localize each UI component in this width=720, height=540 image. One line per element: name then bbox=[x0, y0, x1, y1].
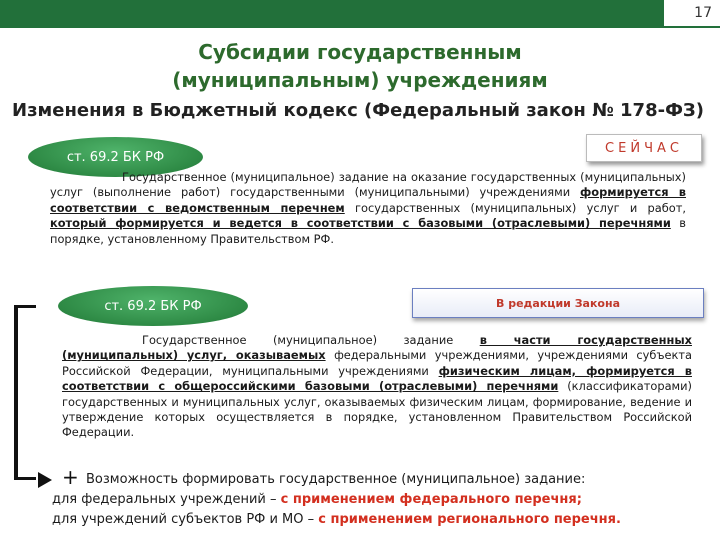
header-bar bbox=[0, 0, 720, 28]
conclusion-line-2 bbox=[52, 491, 582, 509]
plus-icon: + bbox=[62, 465, 79, 489]
paragraph-now-text-d: который формируется и ведется в соответствии с базовыми (отраслевыми) перечнями bbox=[50, 216, 671, 231]
paragraph-new-text-e: (классификаторами) государственных и муниципальных услуг, оказываемых физическим лицам, формирование, ведение и утверждение которых осуществляется в порядке, установленном Правительством Российской Федерации. bbox=[62, 379, 693, 440]
paragraph-new bbox=[62, 333, 692, 441]
status-badge-now: СЕЙЧАС bbox=[586, 134, 702, 162]
paragraph-now-text-b: формируется в соответствии с ведомственным перечнем bbox=[50, 185, 686, 215]
paragraph-now-text-e: в порядке, установленному Правительством РФ. bbox=[50, 216, 686, 246]
paragraph-new-text-d: физическим лицам, формируется в соответствии с общероссийскими базовыми (отраслевыми) перечнями bbox=[62, 363, 692, 394]
title-line-1: Субсидии государственным bbox=[198, 40, 522, 64]
title-line-2: (муниципальным) учреждениям bbox=[172, 68, 548, 92]
status-badge-new: В редакции Закона bbox=[412, 288, 704, 318]
conclusion-line-3-highlight: с применением регионального перечня. bbox=[318, 512, 621, 527]
conclusion-line-3-prefix: для учреждений субъектов РФ и МО – bbox=[52, 512, 319, 527]
paragraph-now-text-a: Государственное (муниципальное) задание на оказание государственных (муниципальных) услуг (выполнение работ) государственными (муниципальными) учреждениями bbox=[50, 170, 686, 200]
article-label-now: ст. 69.2 БК РФ bbox=[28, 137, 203, 177]
conclusion-line-1: Возможность формировать государственное (муниципальное) задание: bbox=[86, 472, 586, 487]
conclusion-line-3 bbox=[52, 511, 621, 529]
bracket-connector bbox=[14, 305, 36, 480]
arrow-right-icon bbox=[38, 472, 52, 488]
paragraph-now-text-c: государственных (муниципальных) услуг и работ, bbox=[344, 200, 686, 215]
paragraph-new-text-c: федеральными учреждениями, учреждениями субъекта Российской Федерации, муниципальными учреждениями bbox=[62, 348, 693, 378]
page-number: 17 bbox=[694, 5, 712, 21]
conclusion-line-2-highlight: с применением федерального перечня; bbox=[280, 492, 582, 507]
paragraph-now bbox=[50, 170, 686, 247]
slide-subtitle: Изменения в Бюджетный кодекс (Федеральный закон № 178-ФЗ) bbox=[12, 100, 704, 121]
slide-title bbox=[0, 38, 720, 94]
paragraph-new-text-b: в части государственных (муниципальных) услуг, оказываемых bbox=[62, 333, 692, 363]
page-number-box bbox=[662, 0, 720, 28]
paragraph-new-text-a: Государственное (муниципальное) задание bbox=[142, 333, 480, 347]
article-label-new: ст. 69.2 БК РФ bbox=[58, 286, 248, 326]
conclusion-line-2-prefix: для федеральных учреждений – bbox=[52, 492, 281, 507]
